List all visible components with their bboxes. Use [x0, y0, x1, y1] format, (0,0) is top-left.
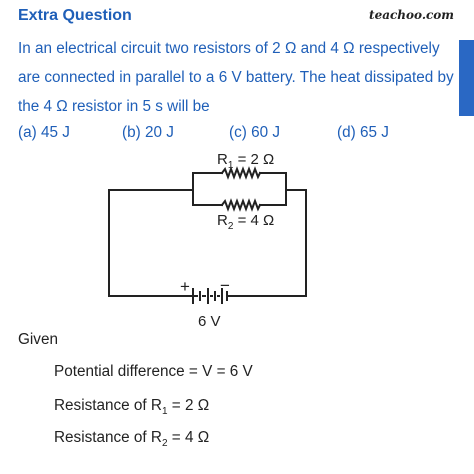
- r2-resistor: [222, 201, 260, 209]
- option-c: (c) 60 J: [229, 124, 280, 141]
- option-d: (d) 65 J: [337, 124, 389, 141]
- teachoo-logo: teachoo.com: [369, 8, 454, 22]
- section-heading: Extra Question: [18, 7, 132, 24]
- battery-voltage-label: 6 V: [198, 313, 221, 330]
- battery-minus-sign: −: [220, 276, 230, 295]
- option-b: (b) 20 J: [122, 124, 174, 141]
- given-heading: Given: [18, 331, 58, 348]
- question-text: In an electrical circuit two resistors of 2 Ω and 4 Ω respectively are connected in parallel to a 6 V battery. The heat dissipated by the 4 Ω resistor in 5 s will be: [18, 40, 454, 115]
- r2-label: $R_2 = 4$ Ω: [217, 212, 275, 232]
- resistance-r2-line: Resistance of $R_2 = 4$ Ω: [54, 429, 210, 450]
- potential-difference-line: Potential difference = V = 6 V: [54, 363, 253, 380]
- option-a: (a) 45 J: [18, 124, 70, 141]
- battery-plus-sign: +: [180, 277, 190, 296]
- resistance-r1-line: Resistance of $R_1 = 2$ Ω: [54, 397, 210, 418]
- r1-label: $R_1 = 2$ Ω: [217, 151, 275, 171]
